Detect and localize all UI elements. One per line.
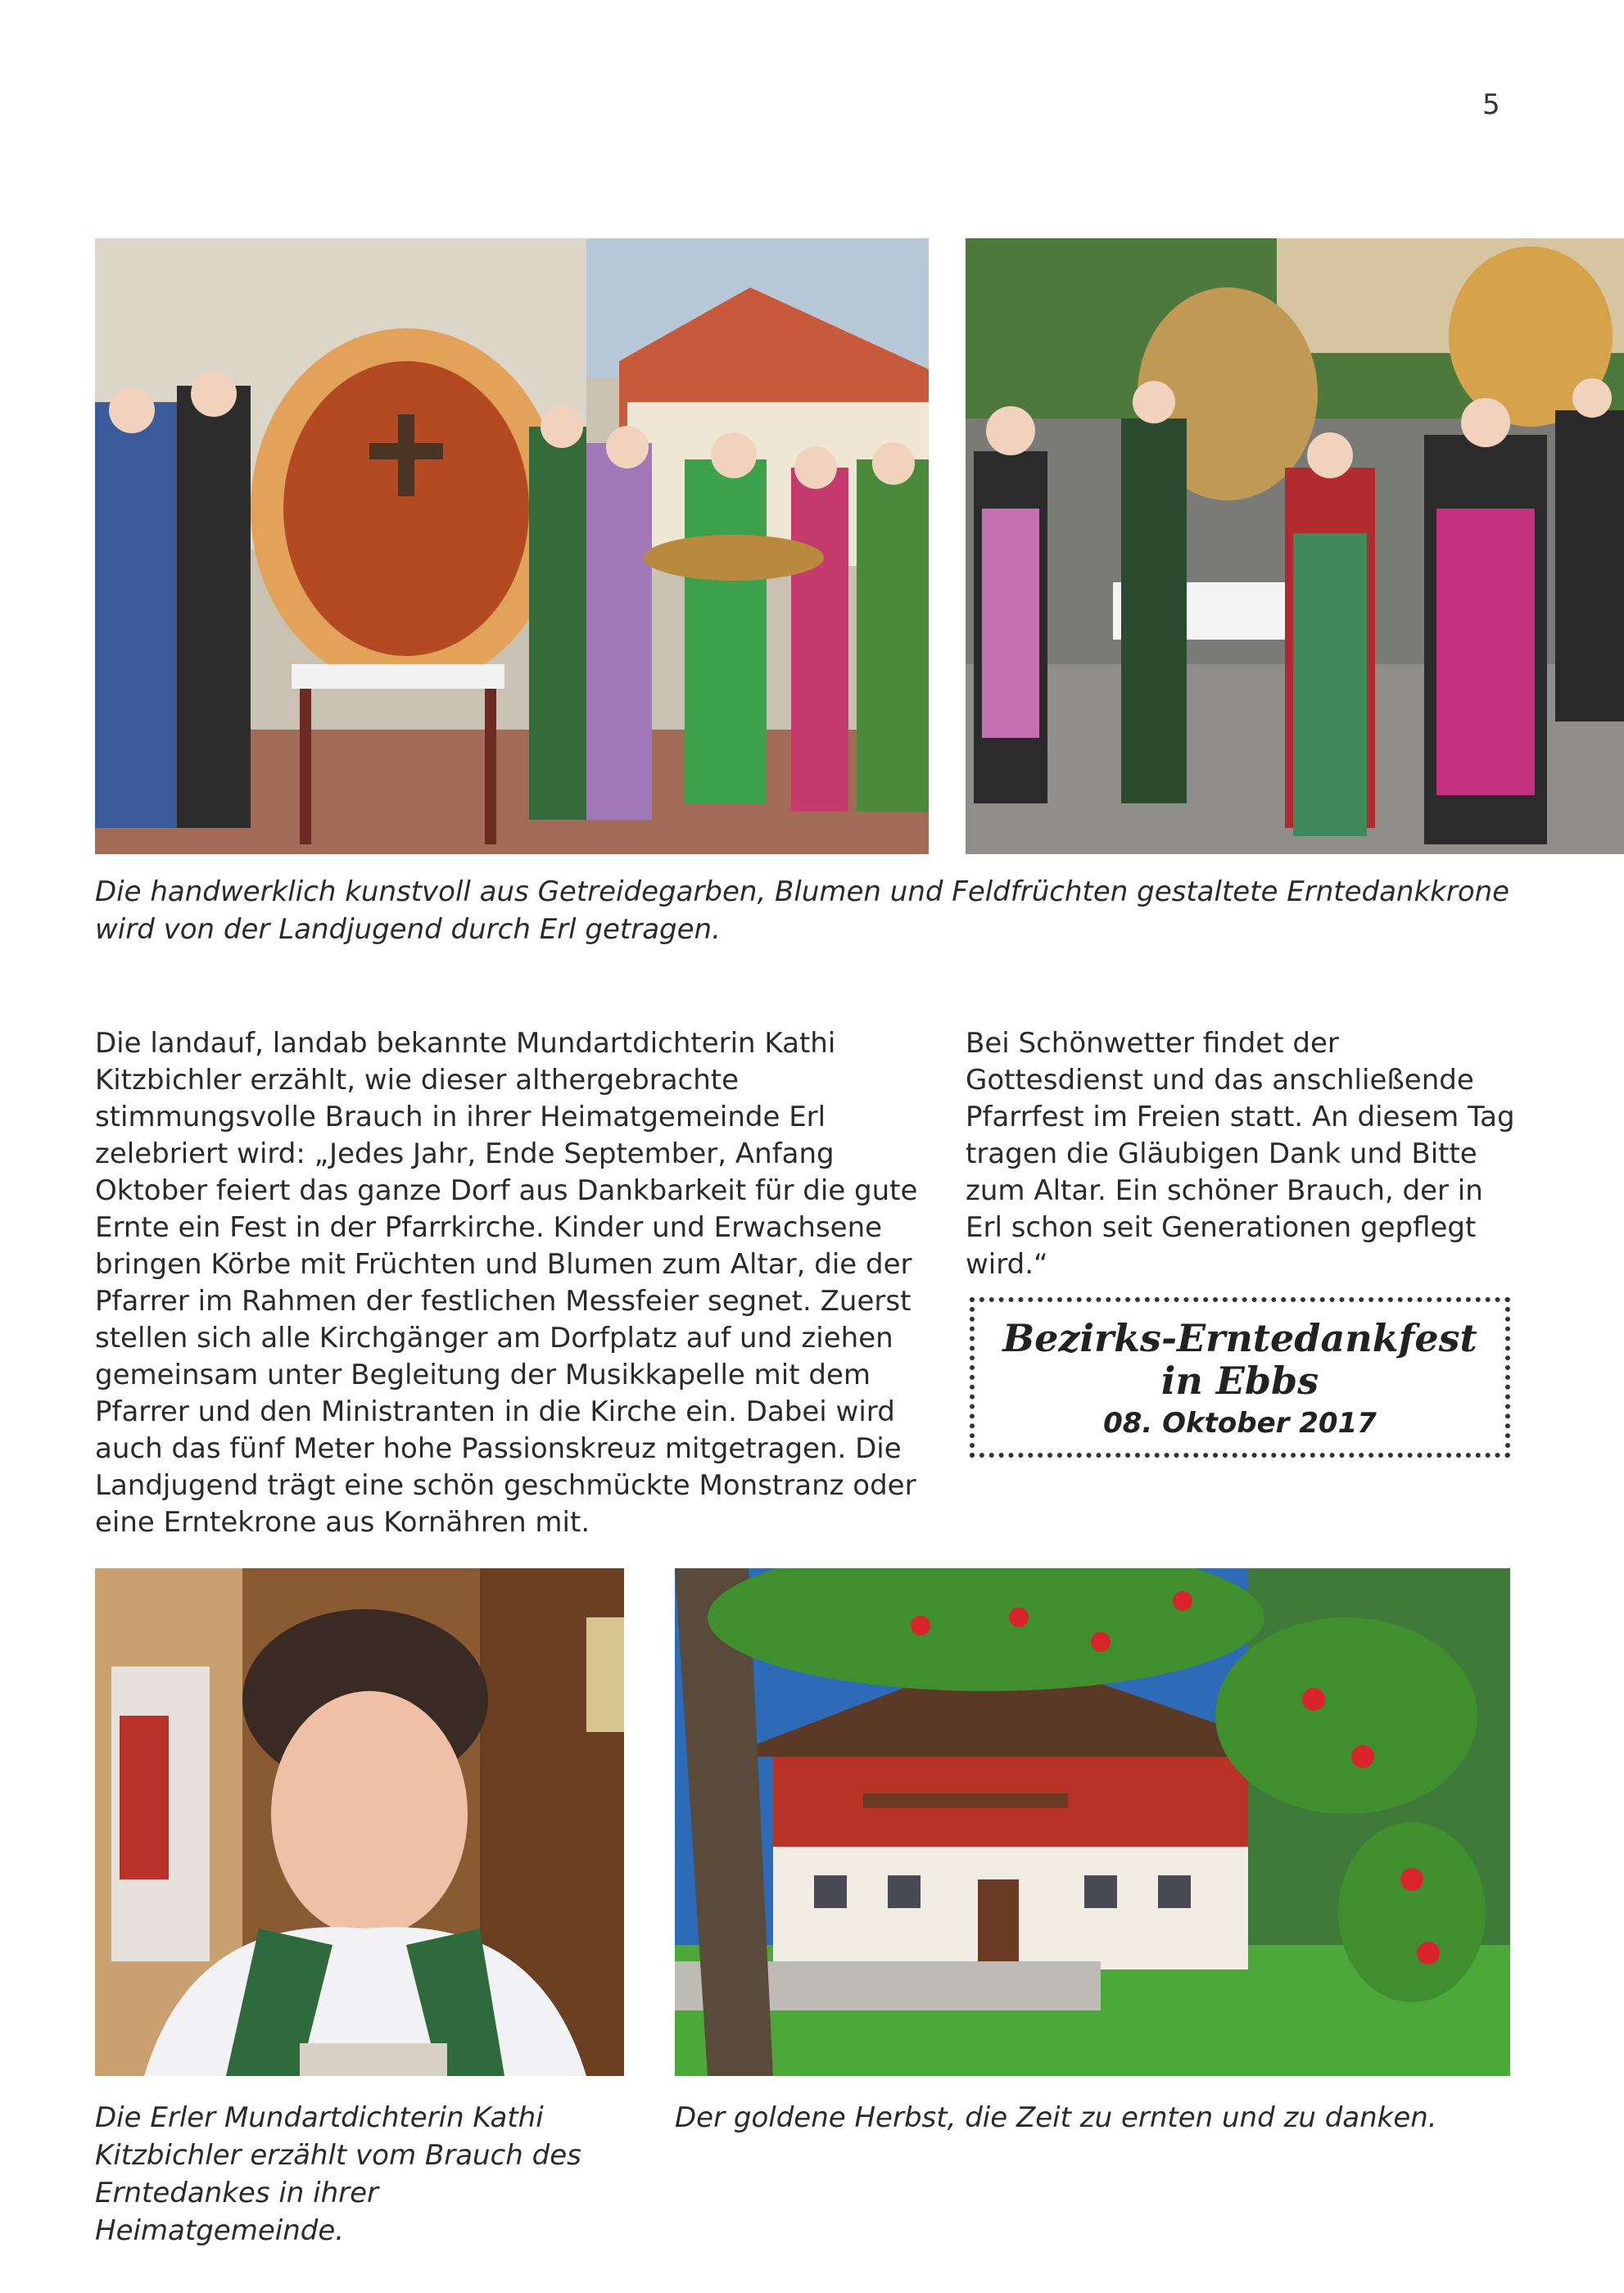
caption-harvest-crown: Die handwerklich kunstvoll aus Getreidegarben, Blumen und Feldfrüchten gestaltete Erntedankkrone wird von der Landjugend durch Erl getragen. bbox=[95, 875, 1510, 946]
caption-farmhouse: Der goldene Herbst, die Zeit zu ernten und zu danken. bbox=[675, 2101, 1437, 2134]
event-title-line1: Bezirks-Erntedankfest bbox=[1002, 1316, 1477, 1360]
event-date: 08. Oktober 2017 bbox=[1103, 1407, 1377, 1440]
article-text-left: Die landauf, landab bekannte Mundartdichterin Kathi Kitzbichler erzählt, wie dieser althergebrachte stimmungsvolle Brauch in ihrer Heimatgemeinde Erl zelebriert wird: „Jedes Jahr, Ende September, Anfang Oktober feiert das ganze Dorf aus Dankbarkeit für die gute Ernte ein Fest in der Pfarrkirche. Kinder und Erwachsene bringen Körbe mit Früchten und Blumen zum Altar, die der Pfarrer im Rahmen der festlichen Messfeier segnet. Zuerst stellen sich alle Kirchgänger am Dorfplatz auf und ziehen gemeinsam unter Begleitung der Musikkapelle mit dem Pfarrer und den Ministranten in die Kirche ein. Dabei wird auch das fünf Meter hohe Passionskreuz mitgetragen. Die Landjugend trägt eine schön geschmückte Monstranz oder eine Erntekrone aus Kornähren mit. bbox=[95, 1027, 918, 1539]
event-title bbox=[975, 1317, 1505, 1402]
photo-harvest-crown-group bbox=[95, 238, 929, 854]
article-text-right: Bei Schönwetter findet der Gottesdienst und das anschließende Pfarrfest im Freien statt. An diesem Tag tragen die Gläubigen Dank und Bitte zum Altar. Ein schöner Brauch, der in Erl schon seit Generationen gepflegt wird.“ bbox=[966, 1027, 1515, 1281]
photo-procession bbox=[966, 238, 1624, 854]
caption-portrait: Die Erler Mundartdichterin Kathi Kitzbichler erzählt vom Brauch des Erntedankes in ihrer Heimatgemeinde. bbox=[95, 2101, 581, 2247]
photo-farmhouse-apple-tree bbox=[675, 1568, 1510, 2076]
photo-portrait-kathi-kitzbichler bbox=[95, 1568, 624, 2076]
event-title-line2: in Ebbs bbox=[1160, 1359, 1319, 1403]
page-number: 5 bbox=[1482, 88, 1500, 121]
event-announcement-box bbox=[970, 1297, 1510, 1458]
